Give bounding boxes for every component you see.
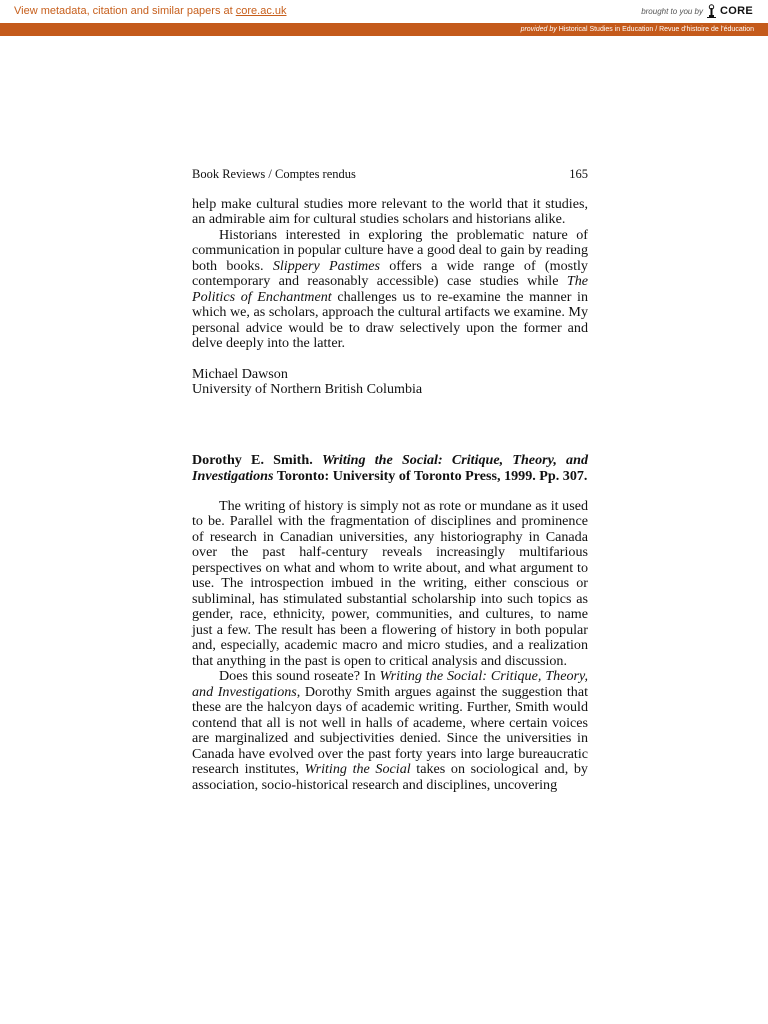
page-number: 165 [569, 167, 588, 181]
book-title-slippery-pastimes: Slippery Pastimes [272, 257, 380, 274]
brought-to-you-by: brought to you by [641, 6, 704, 16]
review2-publisher: Toronto: University of Toronto Press, 1999. Pp. 307. [273, 467, 588, 484]
review2-heading [192, 452, 588, 484]
core-brand-text: CORE [720, 5, 753, 17]
reviewer-affiliation: University of Northern British Columbia [192, 381, 423, 397]
review2-book-title: Writing the Social: Critique, Theory, and Investigations [192, 451, 588, 484]
reviewer-signature [192, 367, 588, 398]
book-title-politics-of-enchantment: The Politics of Enchantment [192, 273, 588, 305]
book-title-writing-the-social: Writing the Social [304, 761, 411, 777]
core-metadata-link[interactable] [14, 5, 287, 17]
provided-by-label: provided by [520, 26, 557, 33]
review2-paragraph-1: The writing of history is simply not as rote or mundane as it used to be. Parallel with the fragmentation of disciplines and prominence of research in Canadian universities, any historiography in Canada over the past half-century reveals increasingly multifarious perspectives on what and whom to write about, and what argument to use. The introspection imbued in the writing, either conscious or subliminal, has stimulated substantial scholarship into such topics as gender, race, ethnicity, power, communities, and cultures, to name just a few. The result has been a flowering of history in both popular and, especially, academic macro and micro studies, and a realization that anything in the past is open to critical analysis and discussion. [192, 497, 588, 669]
review1-paragraph-1: help make cultural studies more relevant to the world that it studies, an admirable aim for cultural studies scholars and historians alike. [192, 195, 588, 227]
page-body [192, 167, 588, 793]
core-link-prefix: View metadata, citation and similar papers at [14, 5, 236, 17]
book-title-writing-the-social-full: Writing the Social: Critique, Theory, and Investigations [192, 668, 588, 700]
provided-by-bar[interactable] [0, 23, 768, 36]
core-logo-icon [706, 4, 717, 18]
running-head-title: Book Reviews / Comptes rendus [192, 167, 356, 181]
review2-paragraph-2: Does this sound roseate? In Writing the Social: Critique, Theory, and Investigations, Dorothy Smith argues against the suggestion that these are the halcyon days of academic writing. Further, Smith would contend that all is not well in halls of academe, where certain voices are marginalized and subjectivities denied. Since the universities in Canada have evolved over the past forty years into large bureaucratic research institutes, Writing the Social takes on sociological and, by association, socio-historical research and disciplines, uncovering [192, 668, 588, 793]
core-brand[interactable] [641, 4, 753, 18]
provided-by-source: Historical Studies in Education / Revue d'histoire de l'éducation [556, 26, 754, 33]
core-header-bar [0, 0, 768, 23]
review2-author: Dorothy E. Smith. [192, 451, 322, 468]
review1-paragraph-2: Historians interested in exploring the problematic nature of communication in popular culture have a good deal to gain by reading both books. Slippery Pastimes offers a wide range of (mostly contemporary and reasonably accessible) case studies while The Politics of Enchantment challenges us to re-examine the manner in which we, as scholars, approach the cultural artifacts we examine. My personal advice would be to draw selectively upon the former and delve deeply into the latter. [192, 226, 588, 351]
reviewer-name: Michael Dawson [192, 365, 288, 382]
running-head [192, 167, 588, 183]
core-link-site: core.ac.uk [235, 5, 287, 17]
